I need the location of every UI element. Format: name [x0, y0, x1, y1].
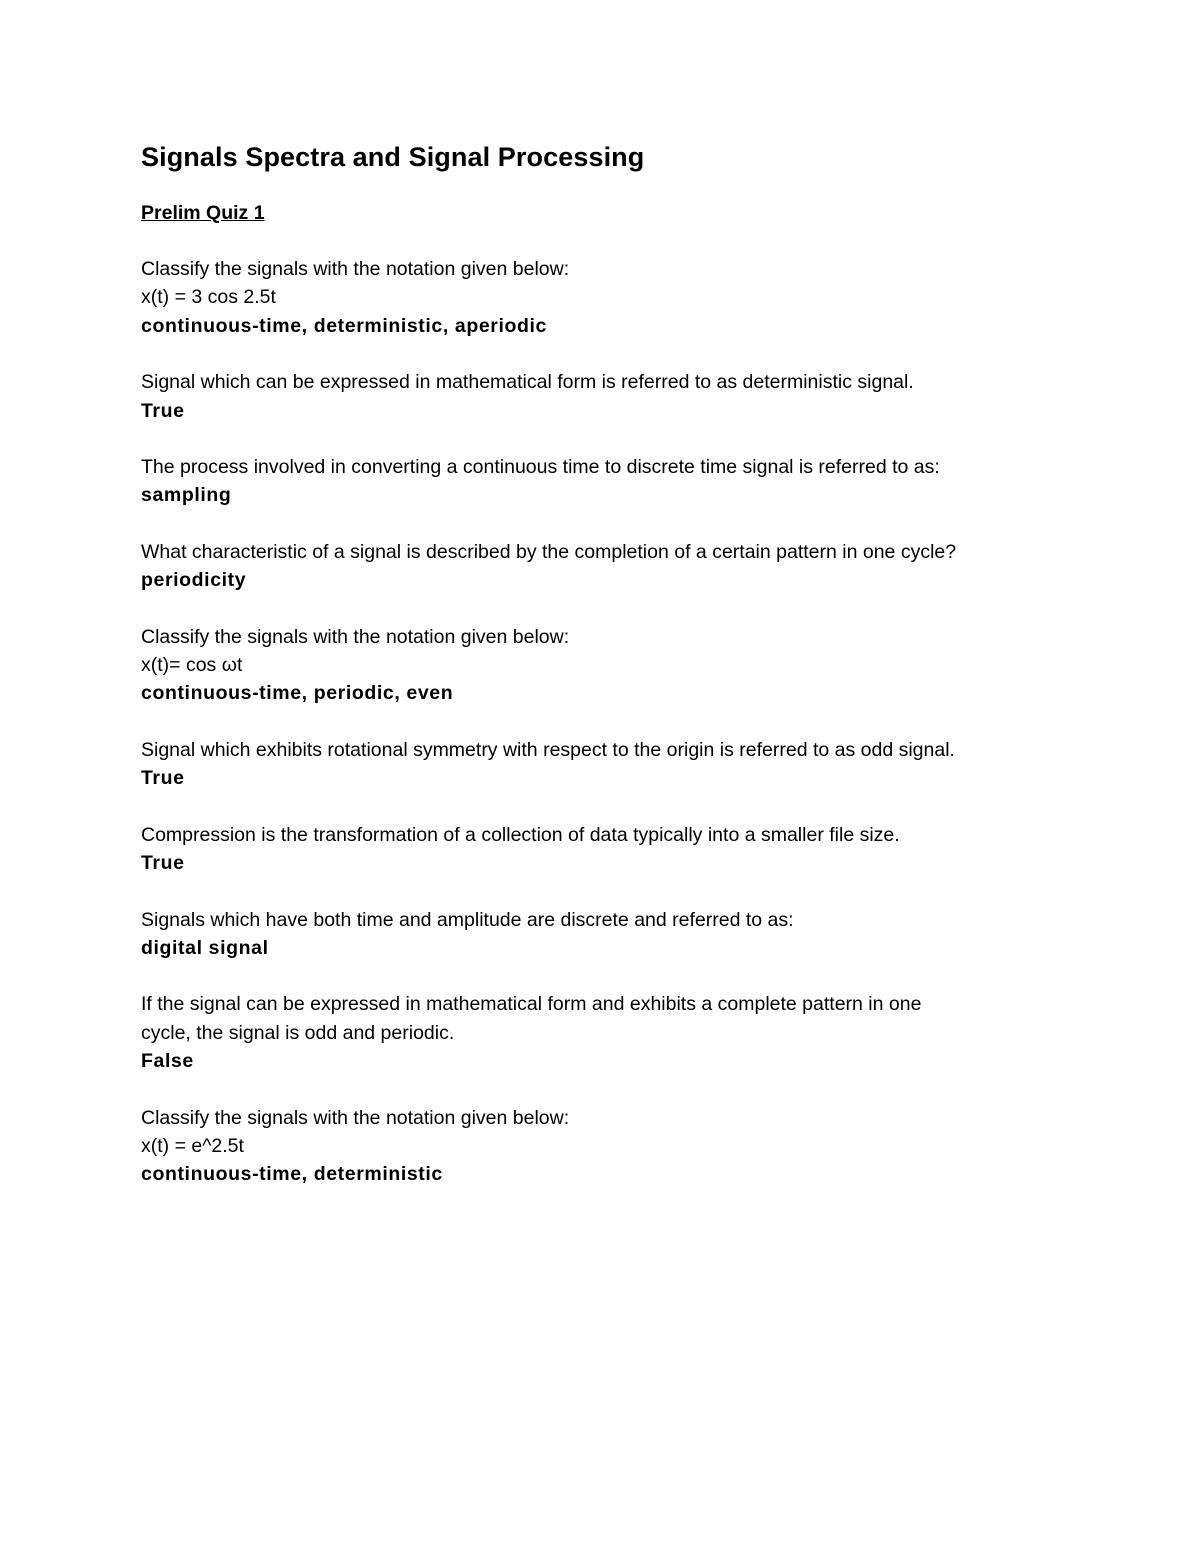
question-formula: x(t)= cos ωt — [141, 654, 243, 677]
question-text-continued: cycle, the signal is odd and periodic. — [141, 1021, 455, 1044]
question-text: If the signal can be expressed in mathematical form and exhibits a complete pattern in one — [141, 993, 922, 1016]
question-text: What characteristic of a signal is described by the completion of a certain pattern in one cycle? — [141, 540, 957, 563]
page-title: Signals Spectra and Signal Processing — [141, 142, 645, 172]
question-item — [141, 736, 1061, 793]
question-text: Signal which can be expressed in mathematical form is referred to as deterministic signal. — [141, 371, 914, 394]
question-formula: x(t) = e^2.5t — [141, 1134, 244, 1157]
question-item — [141, 906, 1061, 963]
answer-text: True — [141, 767, 185, 790]
quiz-heading: Prelim Quiz 1 — [141, 202, 265, 224]
question-item — [141, 623, 1061, 708]
question-item — [141, 990, 1061, 1075]
question-text: The process involved in converting a continuous time to discrete time signal is referred to as: — [141, 456, 940, 479]
question-text: Signal which exhibits rotational symmetry with respect to the origin is referred to as odd signal. — [141, 738, 955, 761]
question-item — [141, 821, 1061, 878]
answer-text: continuous-time, deterministic — [141, 1163, 443, 1186]
question-text: Classify the signals with the notation given below: — [141, 1106, 570, 1129]
question-text: Compression is the transformation of a collection of data typically into a smaller file size. — [141, 823, 900, 846]
question-list — [141, 255, 1061, 1189]
question-item — [141, 538, 1061, 595]
question-item — [141, 368, 1061, 425]
answer-text: True — [141, 852, 185, 875]
question-text: Classify the signals with the notation given below: — [141, 625, 570, 648]
answer-text: periodicity — [141, 569, 247, 592]
answer-text: digital signal — [141, 936, 269, 959]
question-item — [141, 255, 1061, 340]
question-item — [141, 1104, 1061, 1189]
answer-text: True — [141, 399, 185, 422]
question-formula: x(t) = 3 cos 2.5t — [141, 286, 276, 309]
answer-text: continuous-time, periodic, even — [141, 682, 454, 705]
question-text: Signals which have both time and amplitude are discrete and referred to as: — [141, 908, 794, 931]
document-page — [141, 138, 1061, 1217]
answer-text: False — [141, 1050, 194, 1073]
answer-text: continuous-time, deterministic, aperiodic — [141, 314, 547, 337]
question-item — [141, 453, 1061, 510]
answer-text: sampling — [141, 484, 232, 507]
question-text: Classify the signals with the notation given below: — [141, 258, 570, 280]
